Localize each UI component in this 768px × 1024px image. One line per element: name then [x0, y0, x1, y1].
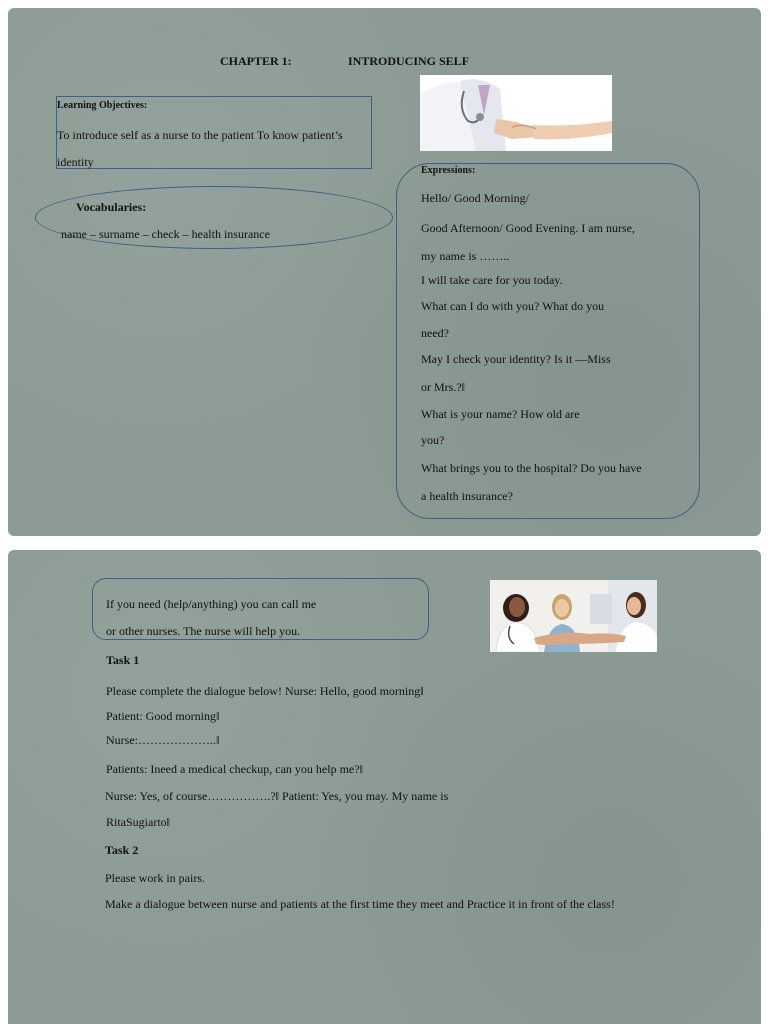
expression-line: Good Afternoon/ Good Evening. I am nurse, [421, 221, 635, 235]
nurses-group-photo [490, 580, 657, 652]
nurse-handshake-photo [420, 75, 612, 151]
task-2-line: Please work in pairs. [105, 871, 205, 885]
vocabularies-words: name – surname – check – health insurance [61, 227, 270, 241]
expressions-heading: Expressions: [421, 165, 476, 176]
task-1-line: Patients: Ineed a medical checkup, can you help me?‖ [106, 762, 363, 776]
expression-line: need? [421, 326, 449, 340]
task-1-line: Please complete the dialogue below! Nurse: Hello, good morning‖ [106, 684, 424, 698]
vocabularies-heading: Vocabularies: [76, 200, 147, 214]
task-2-heading: Task 2 [105, 843, 139, 857]
expression-line: or Mrs.?‖ [421, 380, 466, 394]
expression-line: a health insurance? [421, 489, 513, 503]
callout-line-1: If you need (help/anything) you can call me [106, 597, 317, 611]
callout-line-2: or other nurses. The nurse will help you. [106, 624, 301, 638]
task-1-line: Patient: Good morning‖ [106, 709, 220, 723]
task-1-line: Nurse: Yes, of course…………….?‖ Patient: Yes, you may. My name is [105, 789, 449, 803]
learning-objectives-heading: Learning Objectives: [57, 100, 148, 111]
nurses-group-image [490, 580, 657, 652]
chapter-label: CHAPTER 1: [220, 54, 292, 68]
learning-objectives-line-1: To introduce self as a nurse to the patient To know patient’s [57, 128, 343, 142]
expression-line: I will take care for you today. [421, 273, 563, 287]
chapter-title: INTRODUCING SELF [348, 54, 470, 68]
expression-line: What brings you to the hospital? Do you have [421, 461, 642, 475]
expression-line: What is your name? How old are [421, 407, 580, 421]
slide-2 [8, 550, 761, 1024]
learning-objectives-line-2: identity [57, 155, 94, 169]
expression-line: my name is …….. [421, 249, 510, 263]
slide-1 [8, 8, 761, 536]
expression-line: May I check your identity? Is it ―Miss [421, 352, 611, 366]
expression-line: you? [421, 433, 445, 447]
task-1-line: Nurse:………………..‖ [106, 733, 220, 747]
nurse-handshake-image [420, 75, 612, 151]
task-1-heading: Task 1 [106, 653, 140, 667]
expression-line: Hello/ Good Morning/ [421, 191, 529, 205]
task-1-line: RitaSugiarto‖ [106, 815, 171, 829]
expression-line: What can I do with you? What do you [421, 299, 605, 313]
task-2-line: Make a dialogue between nurse and patients at the first time they meet and Practice it in front of the class! [105, 897, 615, 911]
